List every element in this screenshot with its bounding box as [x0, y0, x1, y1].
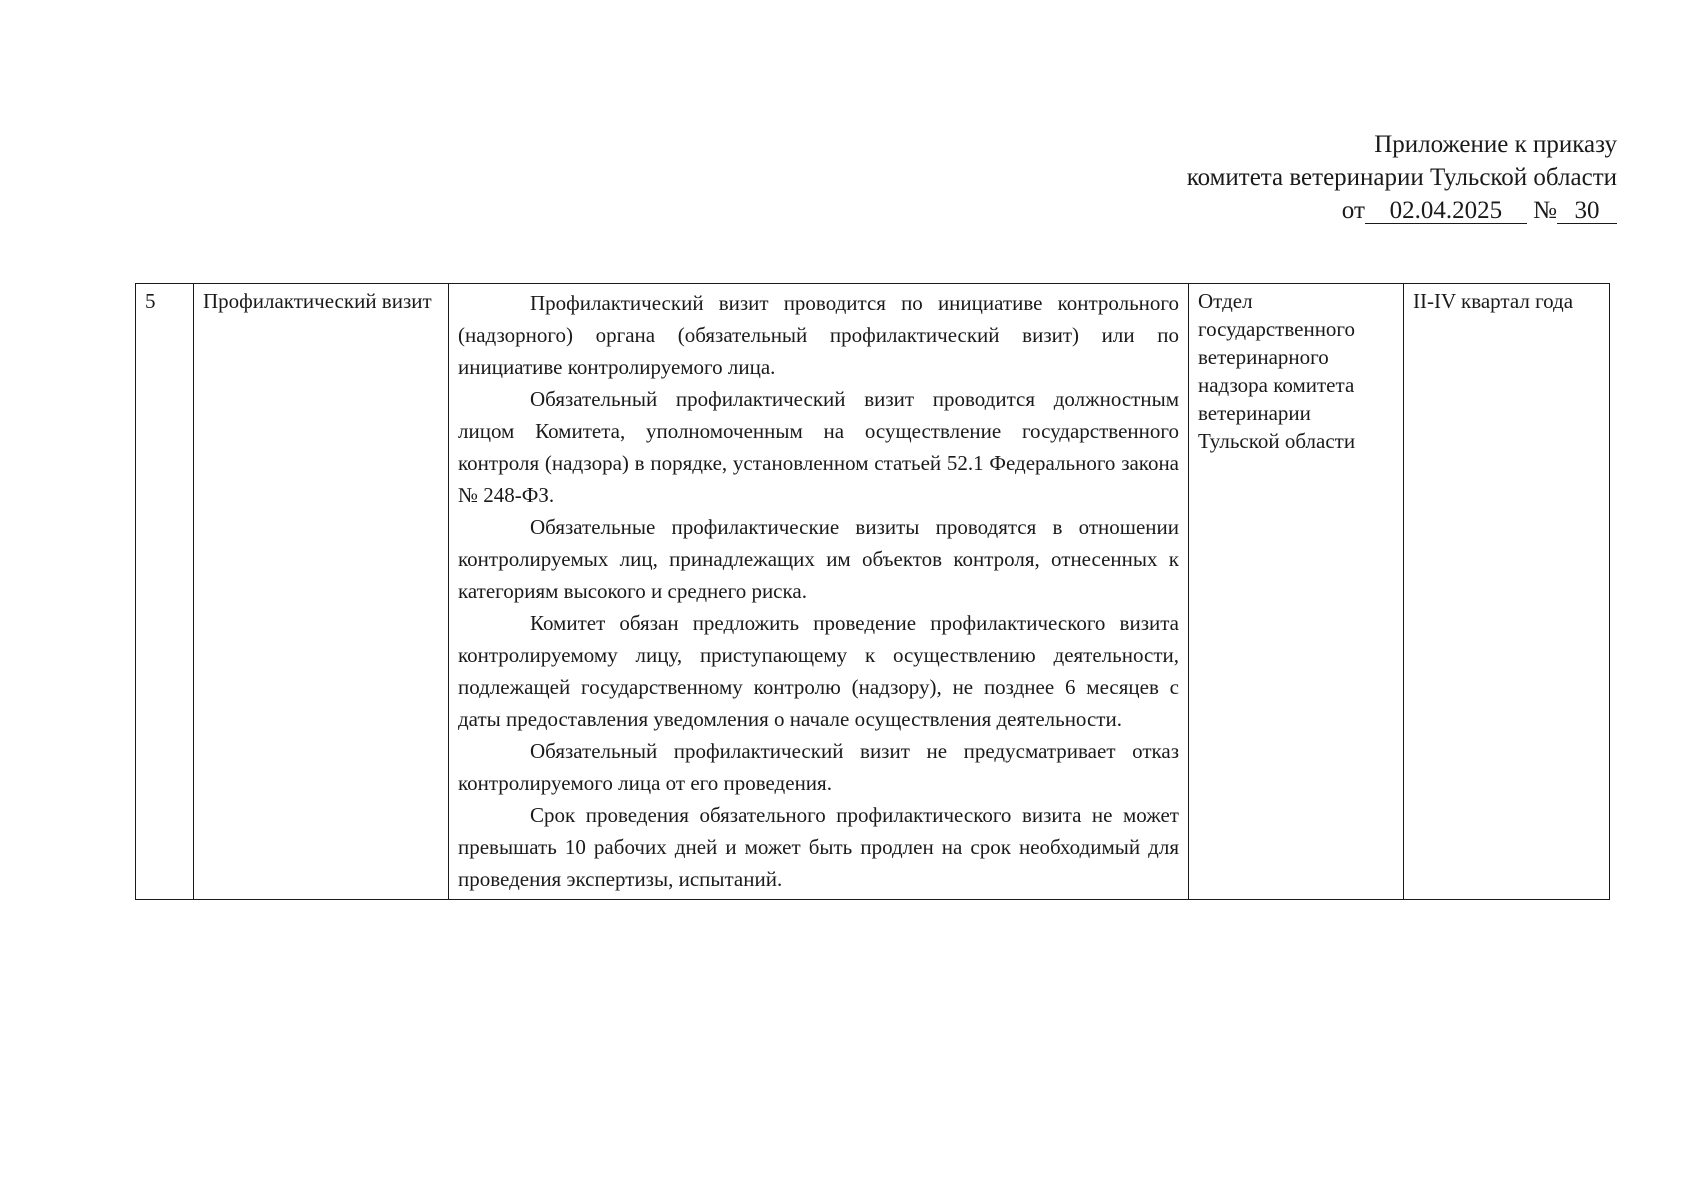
- measures-table: [135, 283, 1610, 900]
- measure-description: [449, 284, 1189, 900]
- document-header: [1187, 128, 1617, 227]
- header-appendix-title: Приложение к приказу: [1374, 131, 1617, 158]
- header-order-details: [1187, 194, 1617, 227]
- header-order-number: 30: [1557, 199, 1617, 224]
- header-order-date: 02.04.2025: [1365, 199, 1527, 224]
- description-paragraph: Обязательный профилактический визит не предусматривает отказ контролируемого лица от его проведения.: [458, 739, 1179, 795]
- execution-term: II-IV квартал года: [1404, 284, 1610, 900]
- table-row: [136, 284, 1610, 900]
- description-paragraph: Обязательные профилактические визиты проводятся в отношении контролируемых лиц, принадлежащих им объектов контроля, отнесенных к категориям высокого и среднего риска.: [458, 515, 1179, 603]
- header-date-prefix: от: [1341, 197, 1365, 224]
- measure-name: Профилактический визит: [194, 284, 449, 900]
- header-number-prefix: №: [1533, 197, 1557, 224]
- description-paragraph: Комитет обязан предложить проведение профилактического визита контролируемому лицу, приступающему к осуществлению деятельности, подлежащей государственному контролю (надзору), не позднее 6 месяцев с даты предоставления уведомления о начале осуществления деятельности.: [458, 611, 1179, 731]
- description-paragraph: Обязательный профилактический визит проводится должностным лицом Комитета, уполномоченным на осуществление государственного контроля (надзора) в порядке, установленном статьей 52.1 Федерального закона № 248-ФЗ.: [458, 387, 1179, 507]
- responsible-department: Отдел государственного ветеринарного надзора комитета ветеринарии Тульской области: [1189, 284, 1404, 900]
- description-paragraph: Профилактический визит проводится по инициативе контрольного (надзорного) органа (обязательный профилактический визит) или по инициативе контролируемого лица.: [458, 291, 1179, 379]
- header-committee-name: комитета ветеринарии Тульской области: [1186, 164, 1617, 191]
- row-number: 5: [136, 284, 194, 900]
- description-paragraph: Срок проведения обязательного профилактического визита не может превышать 10 рабочих дней и может быть продлен на срок необходимый для проведения экспертизы, испытаний.: [458, 803, 1179, 891]
